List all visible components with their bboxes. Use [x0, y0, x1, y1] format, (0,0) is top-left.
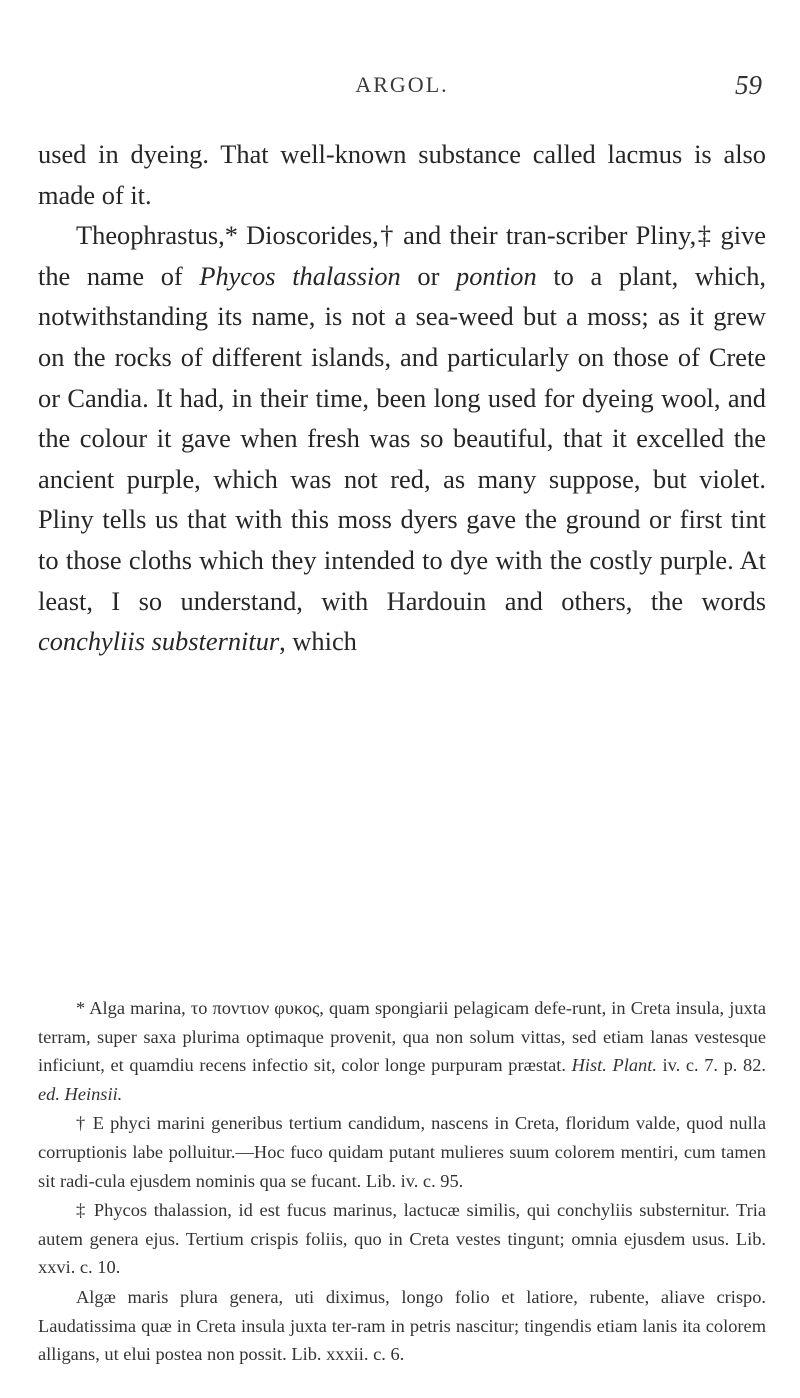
- footnote-text: iv. c. 7. p. 82.: [656, 1055, 767, 1076]
- footnote-citation: ed. Heinsii.: [38, 1083, 123, 1104]
- footnotes: [38, 994, 766, 1370]
- running-head: [38, 72, 766, 112]
- footnote-text: * Alga marina, το ποντιον φυκος, quam spongiarii pelagicam defe-runt, in Creta insula, juxta terram, super saxa plurima optimaque provenit, qua non solum vittas, sed etiam lanas vestesque inficiunt, et quamdiu recens infectio sit, color longe purpuram præstat.: [38, 998, 766, 1076]
- italic-term-phycos-thalassion: Phycos thalassion: [199, 260, 401, 291]
- text-run: Theophrastus,* Dioscorides,† and their tran-scriber Pliny,‡ give the name of: [38, 220, 766, 291]
- footnote-continuation: Algæ maris plura genera, uti diximus, longo folio et latiore, rubente, aliave crispo. Laudatissima quæ in Creta insula juxta ter-ram in petris nascitur; tingendis etiam lanis ita colorem alligans, ut elui postea non possit. Lib. xxxii. c. 6.: [38, 1286, 766, 1365]
- footnote-double-dagger: ‡ Phycos thalassion, id est fucus marinus, lactucæ similis, qui conchyliis substernitur. Tria autem genera ejus. Tertium crispis foliis, quo in Creta vestes tingunt; omnia ejusdem usus. Lib. xxvi. c. 10.: [38, 1200, 766, 1278]
- text-run: , which: [279, 626, 357, 657]
- italic-term-conchyliis: conchyliis substernitur: [38, 626, 280, 657]
- footnote-citation: Hist. Plant.: [571, 1055, 657, 1076]
- paragraph-theophrastus: [38, 215, 766, 662]
- paragraph-continuation: used in dyeing. That well-known substance called lacmus is also made of it.: [38, 139, 766, 210]
- italic-term-pontion: pontion: [456, 260, 537, 291]
- footnote-dagger: † E phyci marini generibus tertium candidum, nascens in Creta, floridum valde, quod nulla corruptionis labe polluitur.—Hoc fuco quidam putant mulieres suum colorem mentiri, cum tamen sit radi-cula ejusdem nominis qua se fucant. Lib. iv. c. 95.: [38, 1113, 766, 1191]
- text-run: or: [400, 260, 457, 291]
- main-text: [38, 134, 766, 662]
- text-run: to a plant, which, notwithstanding its name, is not a sea-weed but a moss; as it grew on the rocks of different islands, and particularly on those of Crete or Candia. It had, in their time, been long used for dyeing wool, and the colour it gave when fresh was so beautiful, that it excelled the ancient purple, which was not red, as many suppose, but violet. Pliny tells us that with this moss dyers gave the ground or first tint to those cloths which they intended to dye with the costly purple. At least, I so understand, with Hardouin and others, the words: [38, 260, 767, 616]
- running-title: ARGOL.: [355, 72, 449, 97]
- book-page: [38, 0, 766, 1398]
- page-number: 59: [735, 70, 762, 100]
- footnote-asterisk: [38, 994, 766, 1108]
